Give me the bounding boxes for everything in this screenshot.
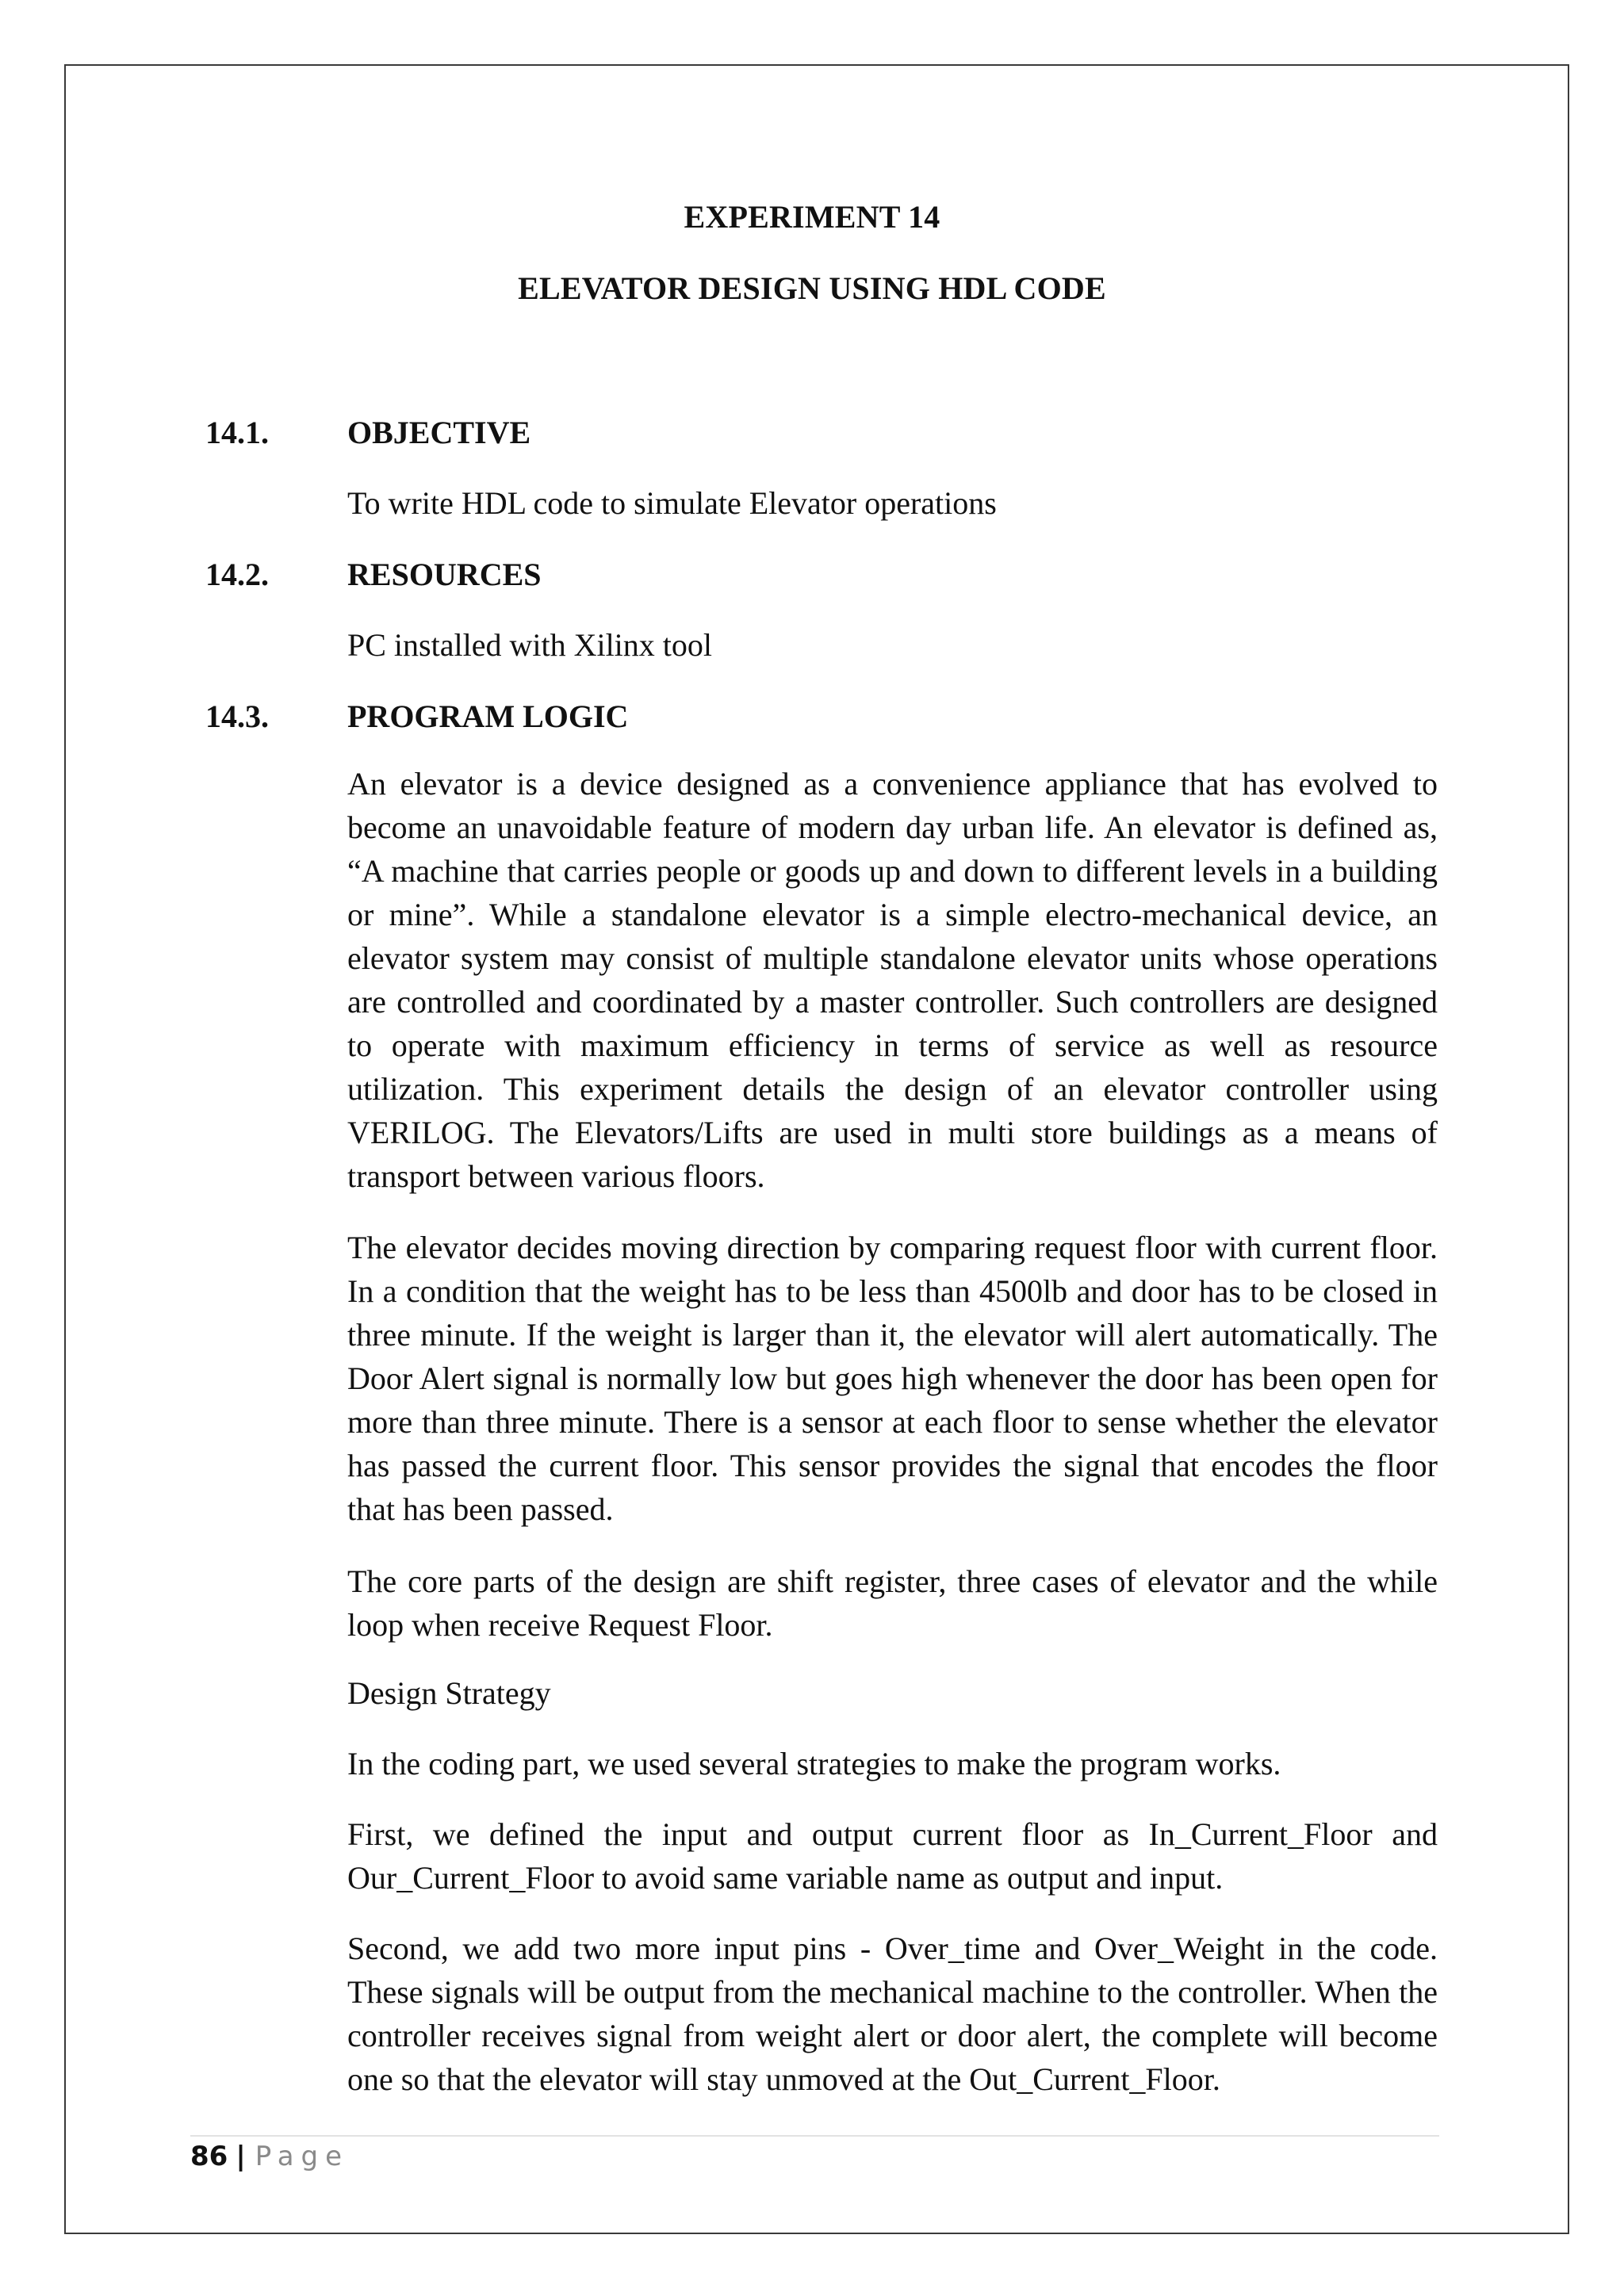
page-footer: [190, 2139, 349, 2174]
experiment-subtitle: ELEVATOR DESIGN USING HDL CODE: [518, 270, 1106, 306]
section-number-program-logic: 14.3.: [205, 698, 269, 734]
page-number: 86: [190, 2141, 228, 2172]
experiment-title: EXPERIMENT 14: [684, 199, 940, 235]
page-label: Page: [255, 2141, 350, 2172]
design-strategy-label: Design Strategy: [347, 1675, 551, 1711]
paragraph-core-parts: The core parts of the design are shift register, three cases of elevator and the while loop when receive Request Floor.: [347, 1563, 1438, 1643]
section-heading-program-logic: PROGRAM LOGIC: [347, 698, 629, 734]
footer-divider: [190, 2135, 1439, 2137]
resources-text: PC installed with Xilinx tool: [347, 627, 713, 663]
paragraph-elevator-intro: An elevator is a device designed as a convenience appliance that has evolved to become an unavoidable feature of modern day urban life. An elevator is defined as, “A machine that carries people or goods up and down to different levels in a building or mine”. While a standalone elevator is a simple electro-mechanical device, an elevator system may consist of multiple standalone elevator units whose operations are controlled and coordinated by a master controller. Such controllers are designed to operate with maximum efficiency in terms of service as well as resource utilization. This experiment details the design of an elevator controller using VERILOG. The Elevators/Lifts are used in multi store buildings as a means of transport between various floors.: [347, 766, 1438, 1194]
paragraph-first-strategy: First, we defined the input and output current floor as In_Current_Floor and Our_Current_Floor to avoid same variable name as output and input.: [347, 1816, 1438, 1896]
section-heading-resources: RESOURCES: [347, 557, 542, 592]
paragraph-direction-logic: The elevator decides moving direction by comparing request floor with current floor. In a condition that the weight has to be less than 4500lb and door has to be closed in three minute. If the weight is larger than it, the elevator will alert automatically. The Door Alert signal is normally low but goes high whenever the door has been open for more than three minute. There is a sensor at each floor to sense whether the elevator has passed the current floor. This sensor provides the signal that encodes the floor that has been passed.: [347, 1230, 1438, 1527]
paragraph-second-strategy: Second, we add two more input pins - Over_time and Over_Weight in the code. These signals will be output from the mechanical machine to the controller. When the controller receives signal from weight alert or door alert, the complete will become one so that the elevator will stay unmoved at the Out_Current_Floor.: [347, 1931, 1438, 2097]
paragraph-coding-strategies: In the coding part, we used several strategies to make the program works.: [347, 1746, 1281, 1781]
objective-text: To write HDL code to simulate Elevator operations: [347, 485, 997, 521]
section-heading-objective: OBJECTIVE: [347, 415, 531, 450]
footer-separator: |: [236, 2141, 246, 2172]
section-number-resources: 14.2.: [205, 557, 269, 592]
section-number-objective: 14.1.: [205, 415, 269, 450]
